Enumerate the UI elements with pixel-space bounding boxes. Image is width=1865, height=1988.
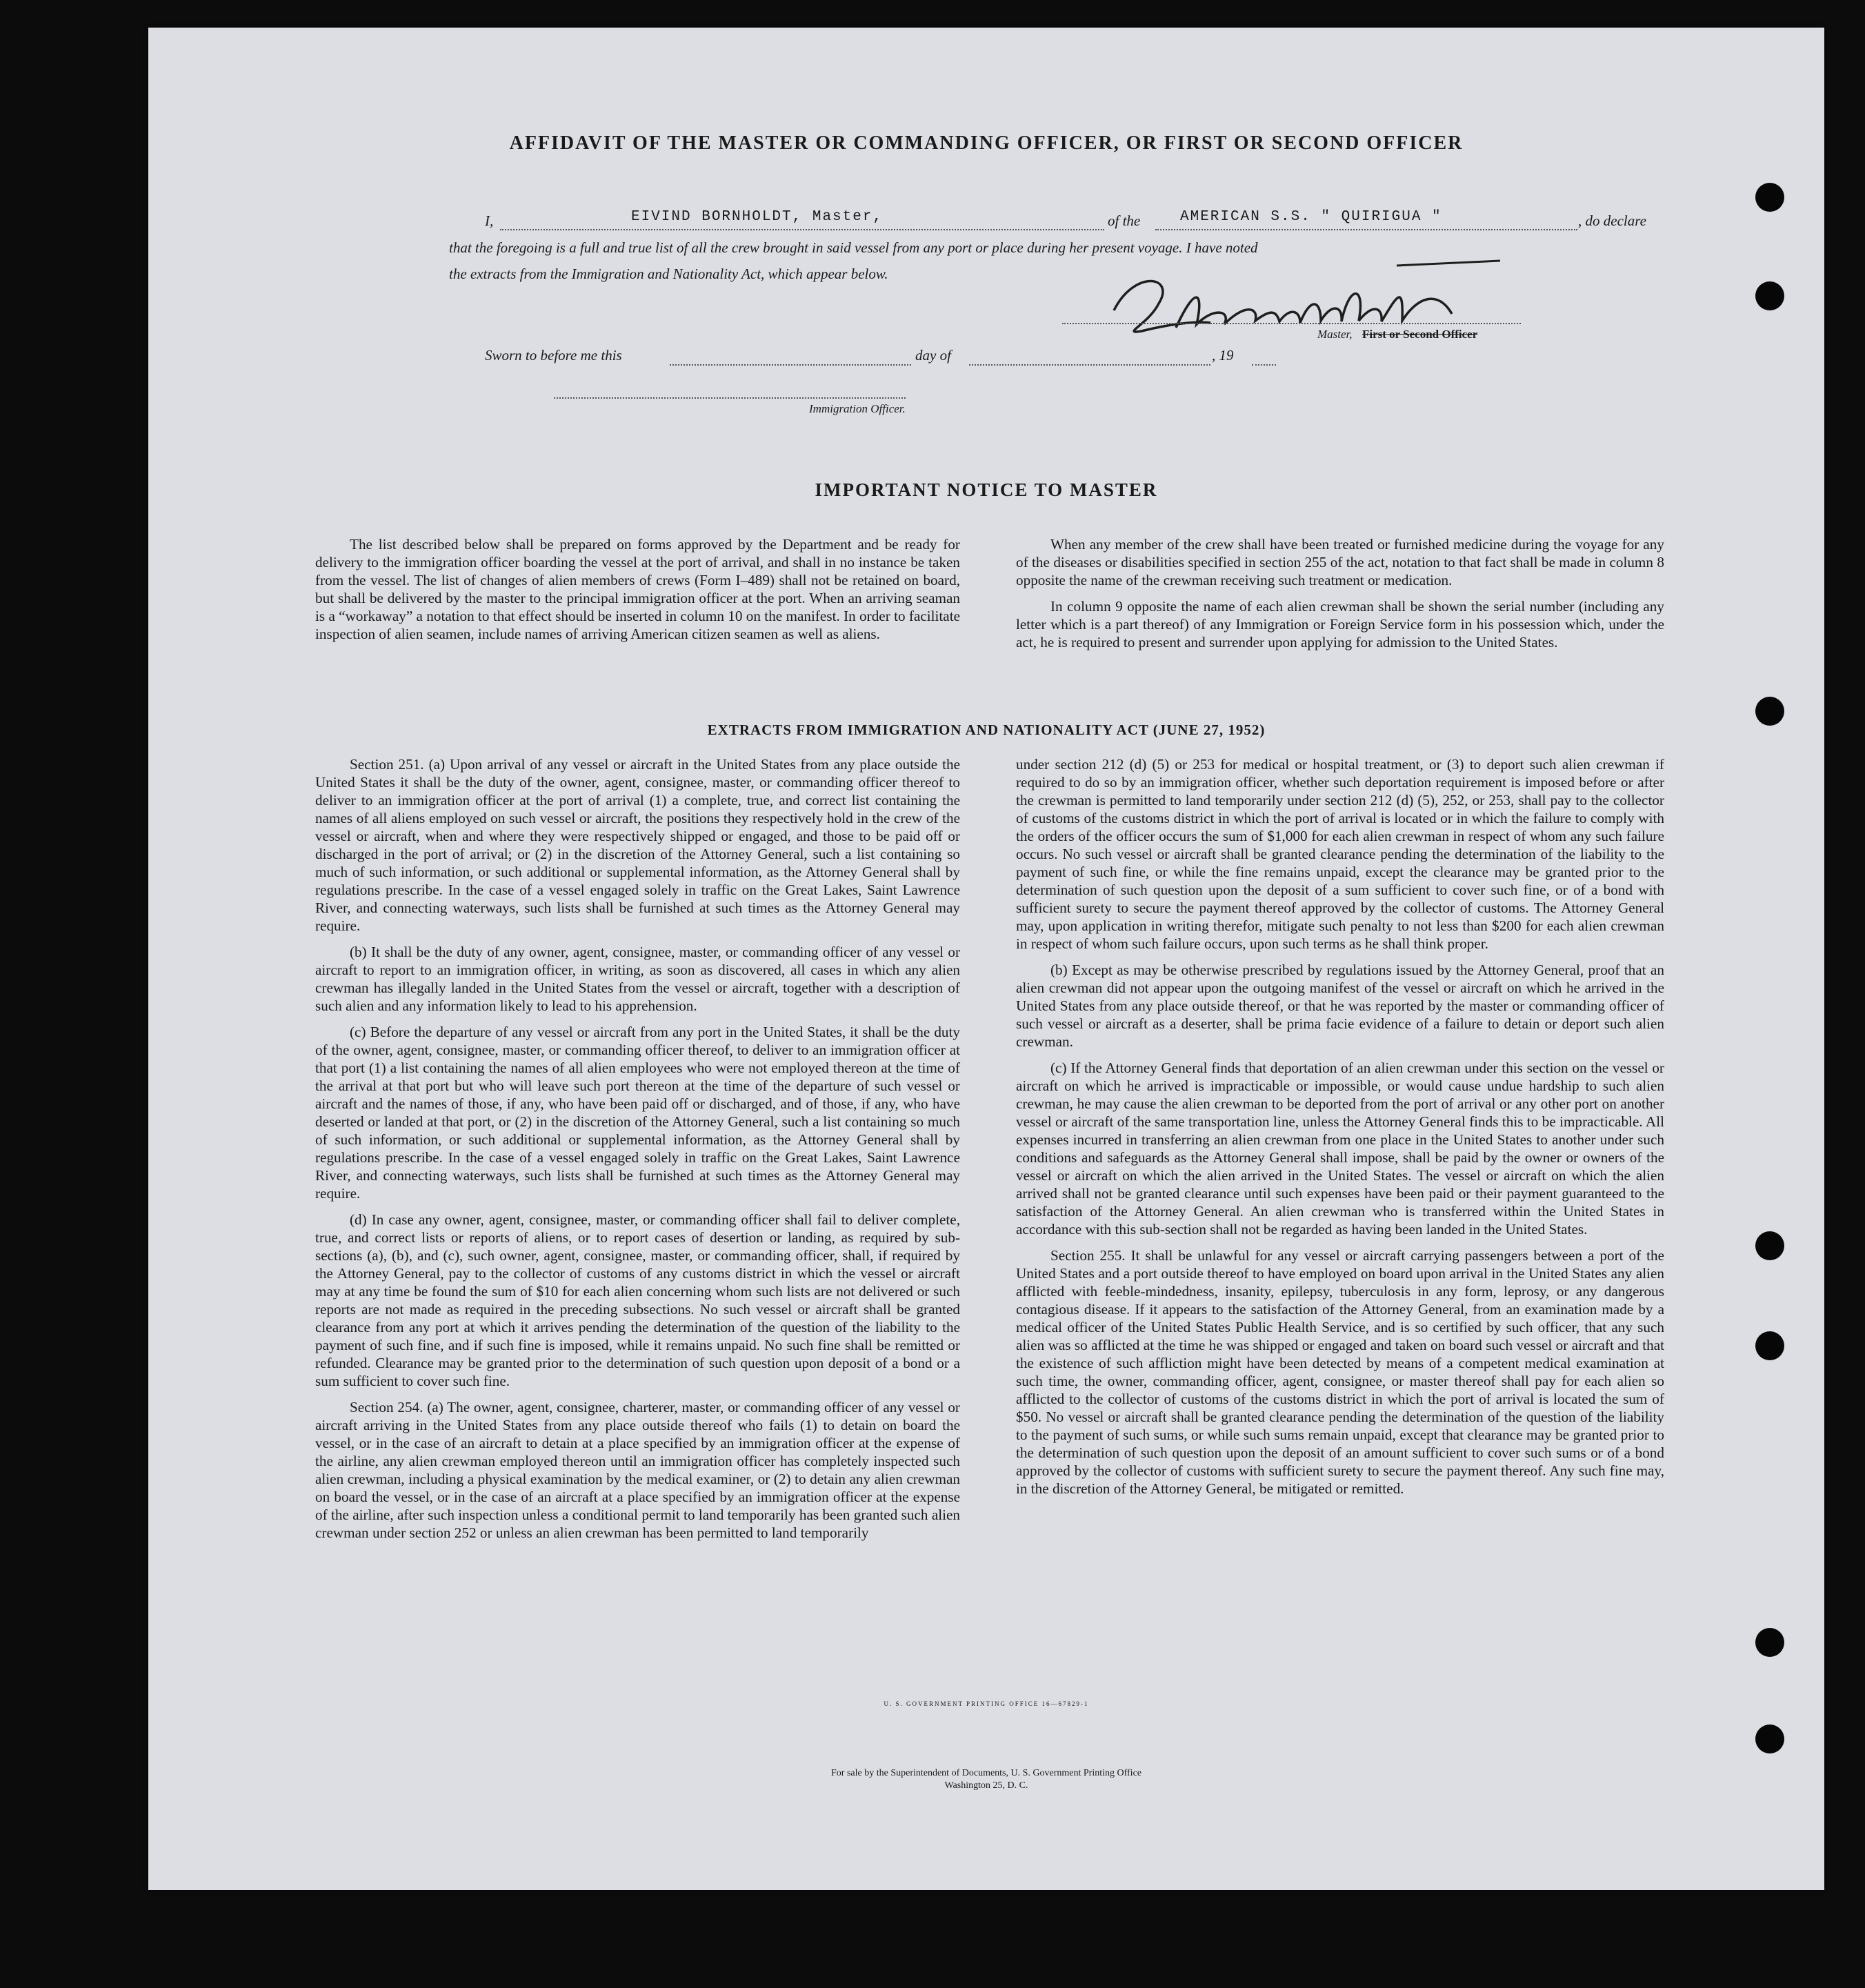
sale-line-1: For sale by the Superintendent of Documents, U. S. Government Printing Office <box>831 1768 1141 1778</box>
extracts-left-column <box>315 755 960 1550</box>
sworn-before-label: Sworn to before me this <box>485 347 622 364</box>
label-i: I, <box>485 212 494 229</box>
master-name-field[interactable]: EIVIND BORNHOLDT, Master, <box>631 209 884 225</box>
notice-left-paragraph: The list described below shall be prepared on forms approved by the Department and be ready for delivery to the immigration officer boarding the vessel at the port of arrival, and shall in no instance be taken from the vessel. The list of changes of alien members of crews (Form I–489) shall not be retained on board, but shall be delivered by the master to the principal immigration officer at the port. When an arriving seaman is a “workaway” a notation to that effect should be inserted in column 10 on the manifest. In order to facilitate inspection of alien seamen, include names of arriving American citizen seamen as well as aliens. <box>315 536 960 642</box>
punch-hole <box>1755 1628 1784 1657</box>
sale-notice <box>148 1767 1824 1792</box>
punch-hole <box>1755 281 1784 310</box>
section-251-b: (b) It shall be the duty of any owner, agent, consignee, master, or commanding officer of any vessel or aircraft to report to an immigration officer, in writing, as soon as discovered, all cases in which any alien crewman has illegally landed in the United States from the vessel or aircraft, together with a description of such alien and any information likely to lead to his apprehension. <box>315 944 960 1014</box>
immigration-officer-caption: Immigration Officer. <box>809 402 906 415</box>
punch-hole <box>1755 697 1784 726</box>
notice-title: IMPORTANT NOTICE TO MASTER <box>815 479 1158 500</box>
punch-hole <box>1755 1231 1784 1260</box>
sale-line-2: Washington 25, D. C. <box>944 1780 1028 1791</box>
label-of-the: of the <box>1108 212 1141 229</box>
section-255: Section 255. It shall be unlawful for any vessel or aircraft carrying passengers between a port of the United States and a port outside thereof to have employed on board upon arrival in the United States any alien afflicted with feeble-mindedness, insanity, epilepsy, tuberculosis in any form, leprosy, or any dangerous contagious disease. If it appears to the satisfaction of the Attorney General, from an examination made by a medical officer of the United States Public Health Service, and is so certified by such officer, that any such alien was so afflicted at the time he was shipped or engaged and taken on board such vessel or aircraft and that the existence of such affliction might have been detected by means of a competent medical examination at such time, the owner, commanding officer, agent, consignee, or master thereof shall pay for each alien so afflicted to the collector of customs of the customs district in which the port of arrival is located the sum of $50. No vessel or aircraft shall be granted clearance pending the determination of the question of the liability to the payment of such sums, or while such sums remain unpaid, except that clearance may be granted prior to the determination of such question upon the deposit of an amount sufficient to cover such sums or of a bond approved by the collector of customs with sufficient surety to secure the payment thereof. Any such fine may, in the discretion of the Attorney General, be mitigated or remitted. <box>1016 1247 1664 1497</box>
notice-right-paragraph-1: When any member of the crew shall have been treated or furnished medicine during the voyage for any of the diseases or disabilities specified in section 255 of the act, notation to that fact shall be made in column 8 opposite the name of the crewman receiving such treatment or medication. <box>1016 536 1664 588</box>
section-254-c: (c) If the Attorney General finds that deportation of an alien crewman under this section on the vessel or aircraft on which he arrived is impracticable or impossible, or would cause undue hardship to such alien crewman, he may cause the alien crewman to be deported from the port of arrival or any other port on another vessel or aircraft of the same transportation line, unless the Attorney General finds this to be impracticable. All expenses incurred in transferring an alien crewman from one place in the United States to another under such conditions and safeguards as the Attorney General shall impose, shall be paid by the owner or owners of the vessel or aircraft on which the alien arrived in the United States. The vessel or aircraft on which the alien arrived shall not be granted clearance until such expenses have been paid or their payment guaranteed to the satisfaction of the Attorney General. An alien crewman who is transferred within the United States in accordance with this sub-section shall not be regarded as having been landed in the United States. <box>1016 1060 1664 1237</box>
day-of-label: day of <box>915 347 951 364</box>
sworn-year-field[interactable] <box>1252 364 1276 366</box>
notice-right-paragraph-2: In column 9 opposite the name of each alien crewman shall be shown the serial number (including any letter which is a part thereof) of any Immigration or Foreign Service form in his possession which, under the act, he is required to present and surrender upon applying for admission to the United States. <box>1016 598 1664 650</box>
vessel-name-field[interactable]: AMERICAN S.S. " QUIRIGUA " <box>1180 209 1442 225</box>
section-251-a: Section 251. (a) Upon arrival of any vessel or aircraft in the United States from any place outside the United States it shall be the duty of the owner, agent, consignee, master, or commanding officer thereof to deliver to an immigration officer at the port of arrival (1) a complete, true, and correct list containing the names of all aliens employed on such vessel or aircraft, the positions they respectively hold in the crew of the vessel or aircraft, when and where they were respectively shipped or engaged, and those to be paid off or discharged in the port of arrival; or (2) in the discretion of the Attorney General, such a list containing so much of such information, or such additional or supplemental information, as the Attorney General shall by regulations prescribe. In the case of a vessel engaged solely in traffic on the Great Lakes, Saint Lawrence River, and connecting waterways, such lists shall be furnished at such times as the Attorney General may require. <box>315 756 960 934</box>
punch-hole <box>1755 183 1784 212</box>
statement-line-1: that the foregoing is a full and true list of all the crew brought in said vessel from any port or place during her present voyage. I have noted <box>449 239 1258 256</box>
section-251-c: (c) Before the departure of any vessel or aircraft from any port in the United States, it shall be the duty of the owner, agent, consignee, master, or commanding officer thereof, to deliver to an immigration officer at that port (1) a list containing the names of all alien employees who were not employed thereon at the time of the arrival at that port but who will leave such port thereon at the time of the departure of such vessel or aircraft and the names of those, if any, who have been paid off or discharged, and of those, if any, who have deserted or landed at that port, or (2) in the discretion of the Attorney General, such a list containing so much of such information, or such additional or supplemental information, as the Attorney General shall by regulations prescribe. In the case of a vessel engaged solely in traffic on the Great Lakes, Saint Lawrence River, and connecting waterways, such lists shall be furnished at such times as the Attorney General may require. <box>315 1024 960 1202</box>
sworn-day-field[interactable] <box>670 364 911 366</box>
section-254-a-cont: under section 212 (d) (5) or 253 for medical or hospital treatment, or (3) to deport such alien crewman if required to do so by an immigration officer, whether such deportation requirement is imposed before or after the crewman is permitted to land temporarily under section 212 (d) (5), 252, or 253, shall pay to the collector of customs of the customs district in which the port of arrival is located or in which the failure to comply with the orders of the officer occurs the sum of $1,000 for each alien crewman in respect of whom any such failure occurs. No such vessel or aircraft shall be granted clearance pending the determination of the liability to the payment of such fine, or while the fine remains unpaid, except the clearance may be granted prior to the determination of such question upon the deposit of a sum sufficient to cover such fine, or of a bond with sufficient surety to secure the payment thereof approved by the collector of customs. The Attorney General may, upon application in writing therefor, mitigate such penalty to not less than $200 for each alien crewman in respect of whom such failure occurs, upon such terms as he shall think proper. <box>1016 756 1664 952</box>
notice-left-column <box>315 535 960 651</box>
gpo-imprint: U. S. GOVERNMENT PRINTING OFFICE 16—67829-1 <box>884 1700 1089 1707</box>
extracts-title: EXTRACTS FROM IMMIGRATION AND NATIONALITY ACT (JUNE 27, 1952) <box>707 722 1266 738</box>
label-do-declare: , do declare <box>1578 212 1646 229</box>
affidavit-title: AFFIDAVIT OF THE MASTER OR COMMANDING OFFICER, OR FIRST OR SECOND OFFICER <box>509 132 1464 154</box>
section-251-d: (d) In case any owner, agent, consignee, master, or commanding officer shall fail to deliver complete, true, and correct lists or reports of aliens, or to report cases of desertion or landing, as required by sub-sections (a), (b), and (c), such owner, agent, consignee, master, or commanding officer, shall, if required by the Attorney General, pay to the collector of customs of any customs district in which the vessel or aircraft may at any time be found the sum of $10 for each alien concerning whom such lists are not delivered or such reports are not made as required in the preceding subsections. No such vessel or aircraft shall be granted clearance from any port at which it arrives pending the determination of the question of the liability to the payment of such fine, and if such fine is imposed, while it remains unpaid. No such fine shall be remitted or refunded. Clearance may be granted prior to the determination of such question upon deposit of a bond or a sum sufficient to cover such fine. <box>315 1211 960 1389</box>
punch-hole <box>1755 1331 1784 1360</box>
sworn-month-field[interactable] <box>969 364 1210 366</box>
punch-hole <box>1755 1724 1784 1753</box>
signature-caption: Master, <box>1317 328 1353 341</box>
notice-right-column <box>1016 535 1664 659</box>
form-page <box>148 28 1824 1890</box>
name-field-line <box>500 229 1104 230</box>
signature-line <box>1062 323 1521 324</box>
immigration-officer-line <box>554 397 906 399</box>
section-254-a: Section 254. (a) The owner, agent, consignee, charterer, master, or commanding officer of any vessel or aircraft arriving in the United States from any place outside thereof who fails (1) to detain on board the vessel, or in the case of an aircraft to detain at a place specified by an immigration officer at the expense of the airline, any alien crewman employed thereon until an immigration officer has completely inspected such alien crewman, including a physical examination by the medical examiner, or (2) to detain any alien crewman on board the vessel, or in the case of an aircraft at a place specified by an immigration officer at the expense of the airline, after such inspection unless a conditional permit to land temporarily has been granted such alien crewman under section 252 or unless an alien crewman has been permitted to land temporarily <box>315 1399 960 1541</box>
section-254-b: (b) Except as may be otherwise prescribed by regulations issued by the Attorney General, proof that an alien crewman did not appear upon the outgoing manifest of the vessel or aircraft on which he arrived in the United States from any place outside thereof, or that he was reported by the master or commanding officer of such vessel or aircraft as a deserter, shall be prima facie evidence of a failure to detain or deport such alien crewman. <box>1016 962 1664 1050</box>
signature-caption-struck: First or Second Officer <box>1362 328 1478 341</box>
statement-line-2: the extracts from the Immigration and Nationality Act, which appear below. <box>449 266 888 282</box>
vessel-field-line <box>1155 229 1577 230</box>
extracts-right-column <box>1016 755 1664 1506</box>
year-label: , 19 <box>1212 347 1234 364</box>
